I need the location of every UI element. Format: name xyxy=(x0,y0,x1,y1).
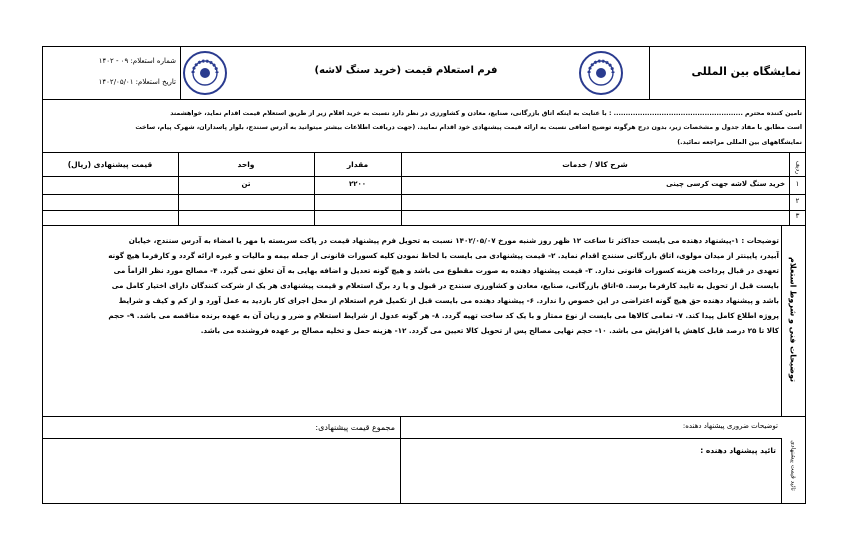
note-line: پروژه اطلاع کامل پیدا کند. ۷- تمامی کالاها می بایست از نوع ممتاز و با یک کد ساخت تهیه گردد. ۸- هر گونه عدول از شرایط استعلام و ضرر و زیان آن به عهده برنده مناقصه می باشد. ۹- حجم xyxy=(108,311,779,320)
header-price: قیمت پیشنهادی (ریال) xyxy=(67,160,153,169)
intro-line-3: نمایشگاههای بین المللی مراجعه نمائید.) xyxy=(677,139,802,146)
org-title: نمایشگاه بین المللی xyxy=(691,65,801,78)
note-line: باشد و پیشنهاد دهنده حق هیچ گونه اعتراضی در این خصوص را ندارد. ۶- پیشنهاد دهنده می بایست قبل از تکمیل فرم استعلام از محل اجرای کار بازدید به عمل آورد و از کم و کیف و شرایط xyxy=(118,296,779,305)
header-row-no: ردیف xyxy=(794,160,802,175)
header-unit: واحد xyxy=(237,160,255,169)
row-number: ۲ xyxy=(795,197,800,205)
chamber-logo-icon xyxy=(182,50,228,96)
item-description: خرید سنگ لاشه جهت کرسی چینی xyxy=(666,180,785,188)
total-price-field[interactable] xyxy=(43,418,399,438)
note-line: بایست قبل از تحویل به تایید کارفرما برسد. ۵-اتاق بازرگانی، صنایع، معادن و کشاورزی سنندج در قبول و یا رد برگ استعلام و قیمت پیشنهادی هر یک از شرکت کنندگان دارای اختیار کامل می xyxy=(111,281,779,290)
notes-side-label: توضیحات فنی و شروط استعلام xyxy=(788,257,798,382)
bidder-signature-field[interactable] xyxy=(401,439,781,504)
item-price-field[interactable] xyxy=(42,195,178,210)
header-description: شرح کالا / خدمات xyxy=(562,160,628,169)
inquiry-number: شماره استعلام: ۰۹ - ۱۴۰۲ xyxy=(98,57,176,65)
note-line: کالا تا ۲۵ درصد قابل کاهش یا افزایش می باشد. ۱۰- حجم نهایی مصالح پس از تحویل کالا تعیین می گردد. ۱۲- هزینه حمل و تخلیه مصالح بر عهده فروشنده می باشد. xyxy=(200,326,779,335)
chamber-logo-icon xyxy=(578,50,624,96)
header-quantity: مقدار xyxy=(346,160,369,169)
form-title: فرم استعلام قیمت (خرید سنگ لاشه) xyxy=(314,65,498,76)
total-price-label: مجموع قیمت پیشنهادی: xyxy=(315,423,395,432)
note-line: توضیحات : ۱-پیشنهاد دهنده می بایست حداکثر تا ساعت ۱۲ ظهر روز شنبه مورخ ۱۴۰۲/۰۵/۰۷ نسبت به تحویل فرم پیشنهاد قیمت در پاکت سربسته با مهر یا امضاء به آدرس سنندج، خیابان xyxy=(128,236,779,245)
row-number: ۱ xyxy=(795,180,800,188)
price-confirm-label: تائید قیمت پیشنهادی xyxy=(789,440,797,491)
intro-line-2: است مطابق با مفاد جدول و مشخصات زیر، بدون درج هرگونه توضیح اضافی نسبت به ارائه قیمت پیشنهادی خود اقدام نمایید. (جهت دریافت اطلاعات بیشتر میتوانید به آدرس سنندج، بلوار پاسداران، شهرک پیام، ساخت xyxy=(135,124,802,131)
inquiry-date: تاریخ استعلام: ۱۴۰۲/۰۵/۰۱ xyxy=(98,78,176,86)
item-price-field[interactable] xyxy=(42,211,178,226)
row-number: ۳ xyxy=(795,212,800,220)
note-line: آبیدر، پایینتر از میدان مولوی، اتاق بازرگانی سنندج اقدام نماید. ۲- قیمت پیشنهادی می بایست با لحاظ نمودن کلیه کسورات قانونی از جمله بیمه و مالیات و غیره ارائه گردد و کارفرما هیچ گونه xyxy=(108,251,779,260)
bidder-notes-label: توضیحات ضروری پیشنهاد دهنده: xyxy=(682,422,778,430)
intro-line-1: تامین کننده محترم ...................................................... : با عنایت به اینکه اتاق بازرگانی، صنایع، معادن و کشاورزی در نظر دارد نسبت به خرید اقلام زیر از طریق استعلام قیمت اقدام نماید، خواهشمند xyxy=(170,110,802,117)
item-quantity: ۲۲۰۰ xyxy=(348,180,367,188)
note-line: تعهدی در قبال پرداخت هزینه کسورات قانونی ندارد. ۳- قیمت پیشنهاد دهنده به صورت مقطوع می باشد و هیچ گونه تعدیل و اضافه بهایی به آن تعلق نمی گیرد. ۴- مصالح مورد نظر الزاماً می xyxy=(113,266,779,275)
bidder-notes-field[interactable] xyxy=(401,418,781,438)
item-unit: تن xyxy=(241,180,251,188)
bidder-confirm-label: تائید پیشنهاد دهنده : xyxy=(700,446,776,455)
item-price-field[interactable] xyxy=(42,177,178,194)
